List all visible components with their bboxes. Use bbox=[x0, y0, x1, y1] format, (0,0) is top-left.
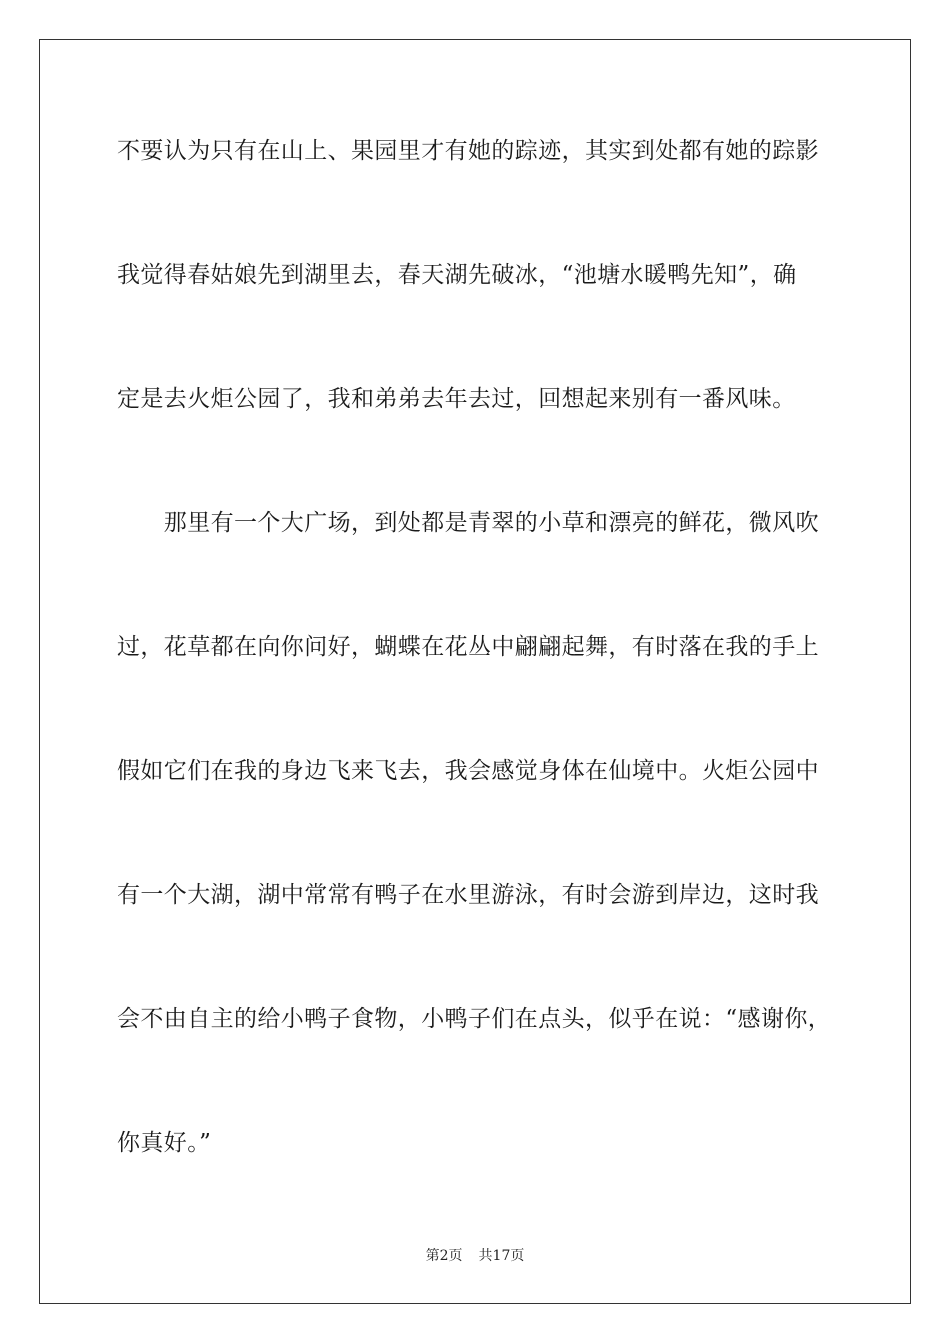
paragraph-line-1: 不要认为只有在山上、果园里才有她的踪迹，其实到处都有她的踪影 bbox=[117, 138, 819, 164]
paragraph-line-4: 那里有一个大广场，到处都是青翠的小草和漂亮的鲜花，微风吹 bbox=[117, 510, 819, 536]
page-border bbox=[39, 39, 911, 1304]
paragraph-line-6: 假如它们在我的身边飞来飞去，我会感觉身体在仙境中。火炬公园中 bbox=[117, 758, 819, 784]
paragraph-line-3: 定是去火炬公园了，我和弟弟去年去过，回想起来别有一番风味。 bbox=[117, 386, 796, 412]
page-number: 第2页 bbox=[425, 1248, 463, 1264]
total-pages: 共17页 bbox=[478, 1248, 525, 1264]
paragraph-line-9: 你真好。” bbox=[117, 1130, 212, 1156]
paragraph-line-7: 有一个大湖，湖中常常有鸭子在水里游泳，有时会游到岸边，这时我 bbox=[117, 882, 819, 908]
paragraph-line-2: 我觉得春姑娘先到湖里去，春天湖先破冰，“池塘水暖鸭先知”，确 bbox=[117, 262, 797, 288]
paragraph-line-5: 过，花草都在向你问好，蝴蝶在花丛中翩翩起舞，有时落在我的手上 bbox=[117, 634, 819, 660]
page-footer bbox=[0, 1247, 950, 1265]
paragraph-line-8: 会不由自主的给小鸭子食物，小鸭子们在点头，似乎在说：“感谢你， bbox=[117, 1006, 832, 1032]
